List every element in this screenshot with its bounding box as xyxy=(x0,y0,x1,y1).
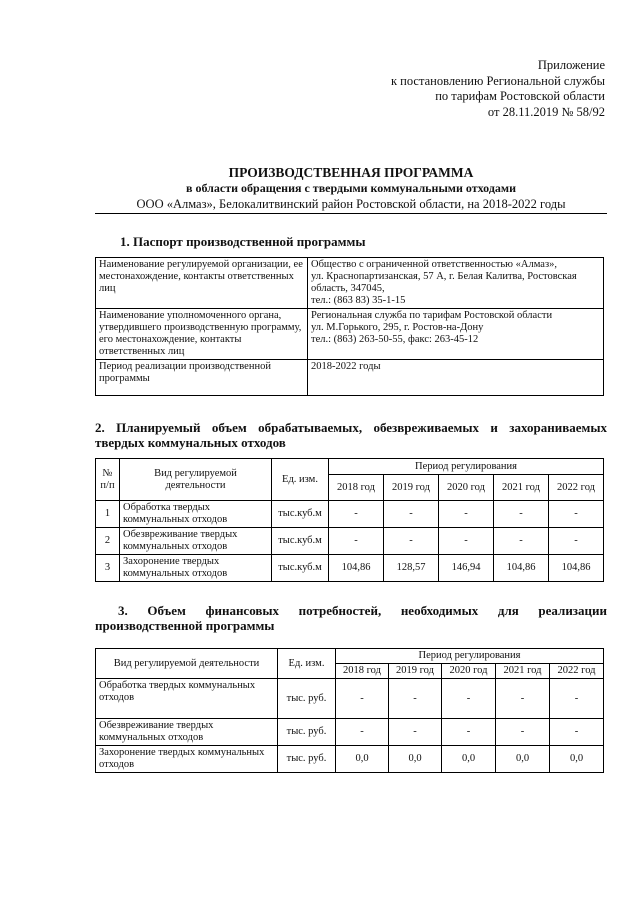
table-row xyxy=(96,746,604,773)
value-line: Региональная служба по тарифам Ростовской области xyxy=(311,310,553,321)
heading-line: производственной программы xyxy=(95,618,275,633)
table-header-row xyxy=(96,459,604,475)
col-header-year: 2022 год xyxy=(549,475,604,501)
col-header-year: 2021 год xyxy=(496,664,550,679)
table-row xyxy=(96,719,604,746)
value-line: ул. М.Горького, 295, г. Ростов-на-Дону xyxy=(311,322,484,333)
passport-value xyxy=(308,360,604,396)
row-value: 104,86 xyxy=(329,555,384,582)
row-activity: Захоронение твердых коммунальных отходов xyxy=(120,555,272,582)
heading-word: для xyxy=(497,603,519,618)
row-unit: тыс. руб. xyxy=(278,719,336,746)
row-value: - xyxy=(442,679,496,719)
heading-word: Объем xyxy=(147,603,186,618)
row-value: - xyxy=(384,501,439,528)
appendix-line: Приложение xyxy=(537,58,605,72)
section3-heading xyxy=(95,603,607,633)
row-value: - xyxy=(389,679,442,719)
col-header-period: Период регулирования xyxy=(329,459,604,475)
row-value: 104,86 xyxy=(549,555,604,582)
row-num: 3 xyxy=(96,555,120,582)
passport-label: Наименование регулируемой организации, ее местонахождение, контакты ответственных лиц xyxy=(96,258,308,309)
value-line: тел.: (863 83) 35-1-15 xyxy=(311,295,406,306)
section1-heading: 1. Паспорт производственной программы xyxy=(120,234,366,249)
row-activity: Обработка твердых коммунальных отходов xyxy=(120,501,272,528)
passport-value xyxy=(308,258,604,309)
section2-heading: 2. Планируемый объем обрабатываемых, обезвреживаемых и захораниваемых твердых коммунальных отходов xyxy=(95,420,607,450)
appendix-note xyxy=(391,58,605,120)
passport-label: Наименование уполномоченного органа, утвердившего производственную программу, его местонахождение, контакты ответственных лиц xyxy=(96,309,308,360)
appendix-line: от 28.11.2019 № 58/92 xyxy=(487,104,605,119)
row-value: - xyxy=(549,501,604,528)
col-header-unit: Ед. изм. xyxy=(272,459,329,501)
row-value: - xyxy=(329,528,384,555)
value-line: 2018-2022 годы xyxy=(311,361,381,372)
row-value: - xyxy=(550,679,604,719)
row-value: - xyxy=(384,528,439,555)
row-unit: тыс. руб. xyxy=(278,746,336,773)
heading-word: необходимых xyxy=(400,603,479,618)
col-header-period: Период регулирования xyxy=(336,649,604,664)
col-header-num: № п/п xyxy=(96,459,120,501)
row-value: - xyxy=(336,719,389,746)
value-line: тел.: (863) 263-50-55, факс: 263-45-12 xyxy=(311,334,479,345)
col-header-year: 2021 год xyxy=(494,475,549,501)
row-value: 0,0 xyxy=(336,746,389,773)
col-header-unit: Ед. изм. xyxy=(278,649,336,679)
row-value: - xyxy=(496,679,550,719)
row-unit: тыс.куб.м xyxy=(272,501,329,528)
row-value: - xyxy=(442,719,496,746)
row-activity: Захоронение твердых коммунальных отходов xyxy=(96,746,278,773)
row-value: - xyxy=(494,501,549,528)
heading-word: 3. xyxy=(118,603,128,618)
col-header-activity: Вид регулируемой деятельности xyxy=(96,649,278,679)
appendix-line: к постановлению Региональной службы xyxy=(390,73,605,88)
row-value: - xyxy=(336,679,389,719)
row-value: - xyxy=(549,528,604,555)
row-value: - xyxy=(550,719,604,746)
table-row xyxy=(96,528,604,555)
document-title xyxy=(95,165,607,214)
heading-word: реализации xyxy=(538,603,607,618)
passport-table xyxy=(95,257,604,396)
row-value: - xyxy=(329,501,384,528)
row-activity: Обезвреживание твердых коммунальных отходов xyxy=(120,528,272,555)
table-row xyxy=(96,679,604,719)
row-unit: тыс.куб.м xyxy=(272,528,329,555)
title-org: ООО «Алмаз», Белокалитвинский район Ростовской области, на 2018-2022 годы xyxy=(95,196,607,214)
col-header-year: 2022 год xyxy=(550,664,604,679)
value-line: ул. Краснопартизанская, 57 А, г. Белая Калитва, Ростовская область, 347045, xyxy=(311,271,577,294)
col-header-year: 2019 год xyxy=(389,664,442,679)
col-header-year: 2019 год xyxy=(384,475,439,501)
row-value: 128,57 xyxy=(384,555,439,582)
row-value: 0,0 xyxy=(389,746,442,773)
row-unit: тыс.куб.м xyxy=(272,555,329,582)
row-value: - xyxy=(389,719,442,746)
col-header-activity: Вид регулируемой деятельности xyxy=(120,459,272,501)
title-main: ПРОИЗВОДСТВЕННАЯ ПРОГРАММА xyxy=(228,165,474,180)
row-num: 2 xyxy=(96,528,120,555)
table-row xyxy=(96,258,604,309)
row-value: 0,0 xyxy=(550,746,604,773)
passport-value xyxy=(308,309,604,360)
row-value: - xyxy=(439,528,494,555)
value-line: Общество с ограниченной ответственностью «Алмаз», xyxy=(311,259,557,270)
row-value: 146,94 xyxy=(439,555,494,582)
volume-table xyxy=(95,458,604,582)
row-value: - xyxy=(494,528,549,555)
col-header-year: 2018 год xyxy=(336,664,389,679)
passport-label: Период реализации производственной программы xyxy=(96,360,308,396)
title-sub: в области обращения с твердыми коммунальными отходами xyxy=(185,181,516,195)
row-activity: Обработка твердых коммунальных отходов xyxy=(96,679,278,719)
col-header-year: 2018 год xyxy=(329,475,384,501)
heading-word: финансовых xyxy=(205,603,280,618)
heading-word: потребностей, xyxy=(298,603,382,618)
table-header-row xyxy=(96,649,604,664)
table-row xyxy=(96,555,604,582)
row-activity: Обезвреживание твердых коммунальных отходов xyxy=(96,719,278,746)
row-value: - xyxy=(439,501,494,528)
appendix-line: по тарифам Ростовской области xyxy=(435,89,605,103)
row-value: 104,86 xyxy=(494,555,549,582)
table-row xyxy=(96,360,604,396)
heading-line xyxy=(95,603,607,618)
table-row xyxy=(96,501,604,528)
row-value: 0,0 xyxy=(442,746,496,773)
row-value: - xyxy=(496,719,550,746)
table-row xyxy=(96,309,604,360)
row-value: 0,0 xyxy=(496,746,550,773)
finance-table xyxy=(95,648,604,773)
row-unit: тыс. руб. xyxy=(278,679,336,719)
row-num: 1 xyxy=(96,501,120,528)
col-header-year: 2020 год xyxy=(439,475,494,501)
col-header-year: 2020 год xyxy=(442,664,496,679)
